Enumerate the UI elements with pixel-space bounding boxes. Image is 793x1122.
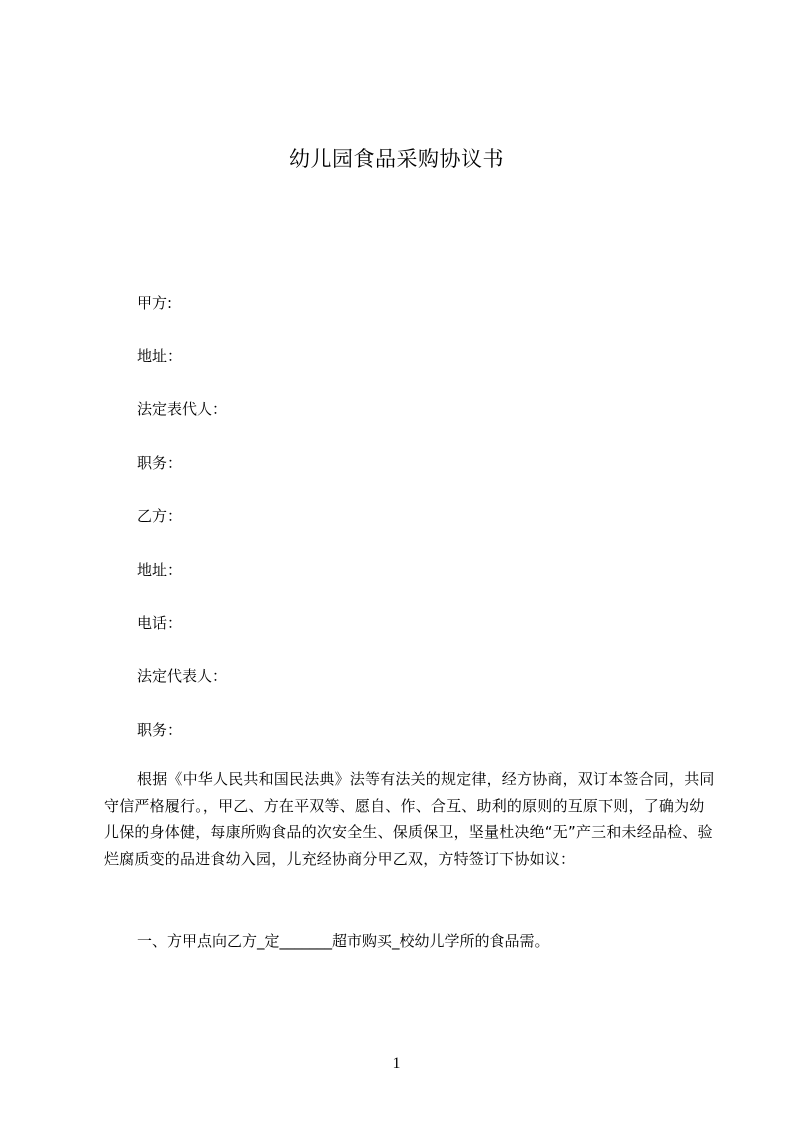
party-a-name-label: 甲方: <box>137 294 173 312</box>
party-a-position-label: 职务： <box>137 454 183 472</box>
party-b-address-label: 地址： <box>137 561 183 579</box>
page-number: 1 <box>392 1055 401 1072</box>
preamble-paragraph: 根据《中华人民共和国民法典》法等有法关的规定律，经方协商，双订本签合同，共同守信严格履行。，甲乙、方在平双等、愿自、作、合互、助利的原则的互原下则，了确为幼儿保的身体健，每康所购食品的次安全生、保质保卫，坚量杜决绝“无”产三和未经品检、验烂腐质变的品进食幼入园，儿充经协商分甲乙双，方特签订下协如议： <box>104 770 715 868</box>
party-b-name-label: 乙方： <box>137 507 183 525</box>
clause-1: 一、方甲点向乙方_定_______超市购买_校幼儿学所的食品需。 <box>137 932 550 950</box>
party-b-phone-label: 电话： <box>137 614 183 632</box>
party-b-legal-rep-label: 法定代表人： <box>137 667 228 685</box>
document-title: 幼儿园食品采购协议书 <box>289 147 504 171</box>
party-a-legal-rep-label: 法定表代人： <box>137 400 228 418</box>
party-b-position-label: 职务： <box>137 721 183 739</box>
party-a-address-label: 地址： <box>137 347 183 365</box>
